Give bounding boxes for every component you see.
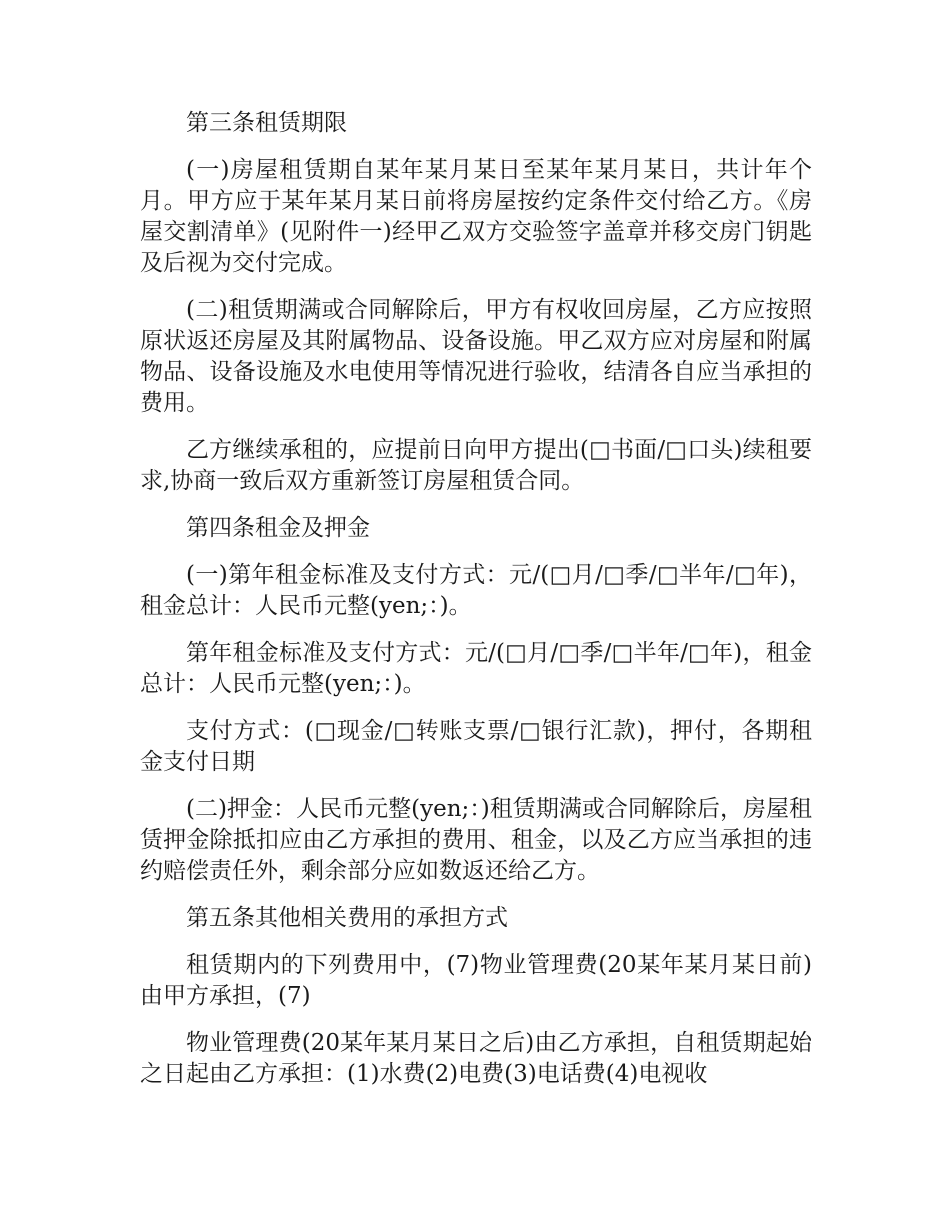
section-heading-article-4: 第四条租金及押金 [186, 515, 370, 541]
paragraph-lease-expiry: (二)租赁期满或合同解除后，甲方有权收回房屋，乙方应按照原状返还房屋及其附属物品、设备设施。甲乙双方应对房屋和附属物品、设备设施及水电使用等情况进行验收，结清各自应当承担的费用。 [140, 297, 812, 416]
paragraph-lease-term: (一)房屋租赁期自某年某月某日至某年某月某日，共计年个月。甲方应于某年某月某日前将房屋按约定条件交付给乙方。《房屋交割清单》(见附件一)经甲乙双方交验签字盖章并移交房门钥匙及后视为交付完成。 [140, 157, 812, 276]
paragraph-fees-2: 物业管理费(20某年某月某日之后)由乙方承担，自租赁期起始之日起由乙方承担：(1)水费(2)电费(3)电话费(4)电视收 [140, 1030, 812, 1087]
paragraph-payment-method: 支付方式：(□现金/□转账支票/□银行汇款)，押付，各期租金支付日期 [140, 718, 812, 775]
paragraph-rent-standard-2: 第年租金标准及支付方式：元/(□月/□季/□半年/□年)，租金总计：人民币元整(yen;：)。 [140, 640, 812, 697]
paragraph-rent-standard-1: (一)第年租金标准及支付方式：元/(□月/□季/□半年/□年)，租金总计：人民币元整(yen;：)。 [140, 562, 812, 619]
section-heading-article-5: 第五条其他相关费用的承担方式 [186, 905, 508, 931]
document-body [140, 108, 812, 1106]
paragraph-deposit: (二)押金：人民币元整(yen;：)租赁期满或合同解除后，房屋租赁押金除抵扣应由乙方承担的费用、租金，以及乙方应当承担的违约赔偿责任外，剩余部分应如数返还给乙方。 [140, 796, 812, 884]
paragraph-fees-1: 租赁期内的下列费用中，(7)物业管理费(20某年某月某日前)由甲方承担，(7) [140, 952, 812, 1009]
section-heading-article-3: 第三条租赁期限 [186, 110, 347, 136]
paragraph-renewal: 乙方继续承租的，应提前日向甲方提出(□书面/□口头)续租要求,协商一致后双方重新签订房屋租赁合同。 [140, 437, 812, 494]
